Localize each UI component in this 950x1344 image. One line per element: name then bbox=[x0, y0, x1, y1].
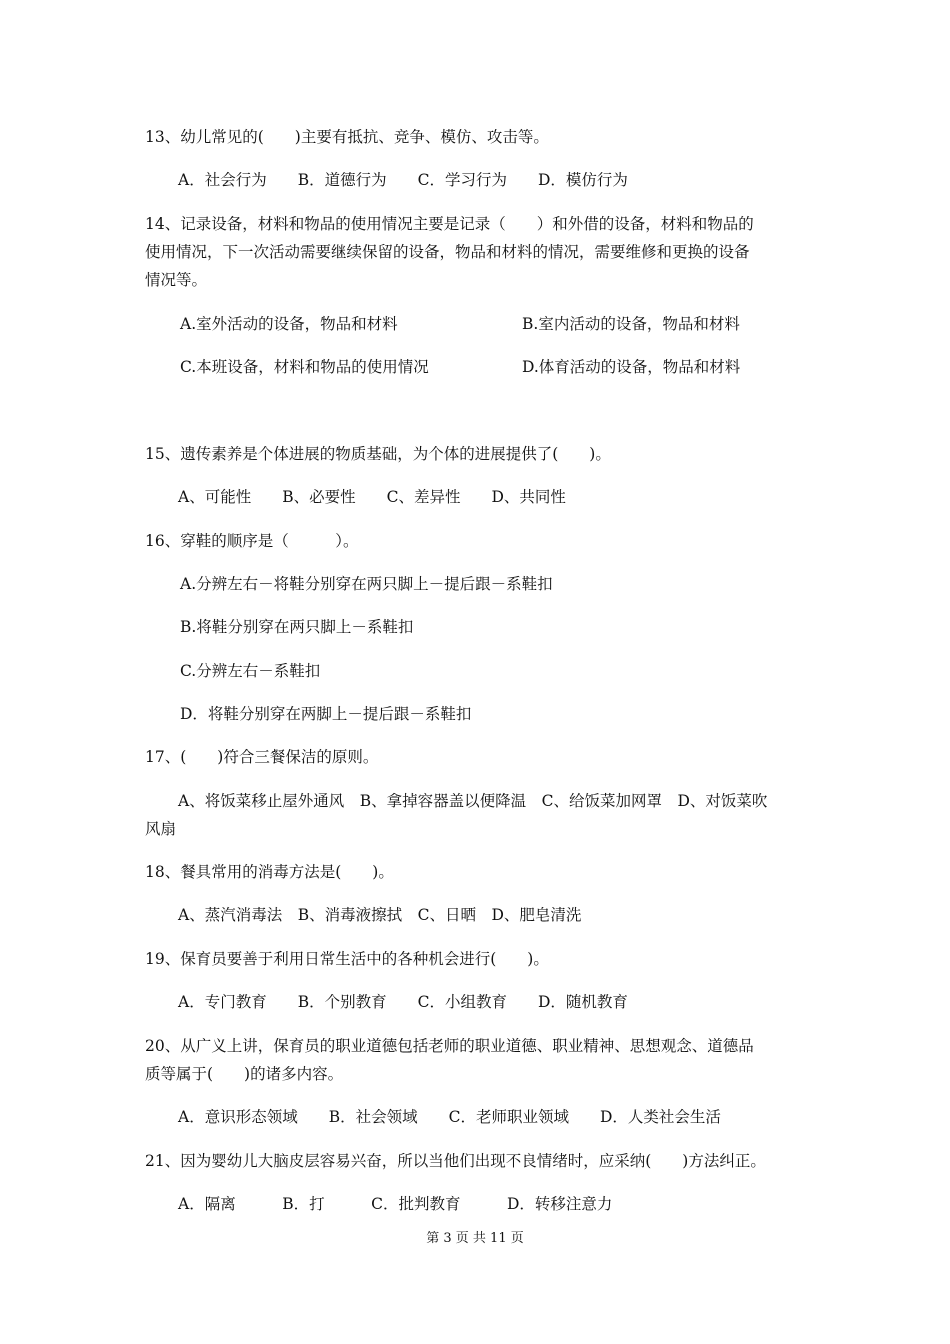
question-19-text: 19、保育员要善于利用日常生活中的各种机会进行( )。 bbox=[145, 950, 549, 968]
question-14-option-b: B.室内活动的设备，物品和材料 bbox=[522, 315, 740, 333]
question-17-options-line2: 风扇 bbox=[145, 820, 177, 838]
page-footer: 第 3 页 共 11 页 bbox=[426, 1231, 524, 1246]
question-14-option-c: C.本班设备，材料和物品的使用情况 bbox=[180, 358, 429, 376]
question-16-option-c: C.分辨左右－系鞋扣 bbox=[180, 662, 321, 680]
question-14-text-line2: 使用情况，下一次活动需要继续保留的设备，物品和材料的情况，需要维修和更换的设备 bbox=[145, 243, 750, 261]
question-20-options: A．意识形态领域 B．社会领域 C．老师职业领域 D．人类社会生活 bbox=[178, 1108, 721, 1126]
question-13-options: A．社会行为 B．道德行为 C．学习行为 D．模仿行为 bbox=[178, 171, 628, 189]
question-16-option-b: B.将鞋分别穿在两只脚上－系鞋扣 bbox=[180, 618, 414, 636]
question-14-text-line3: 情况等。 bbox=[145, 271, 208, 289]
question-21-text: 21、因为婴幼儿大脑皮层容易兴奋，所以当他们出现不良情绪时，应采纳( )方法纠正。 bbox=[145, 1152, 766, 1170]
question-14-option-d: D.体育活动的设备，物品和材料 bbox=[522, 358, 741, 376]
question-17-text: 17、( )符合三餐保洁的原则。 bbox=[145, 748, 379, 766]
question-17-options-line1: A、将饭菜移止屋外通风 B、拿掉容器盖以便降温 C、给饭菜加网罩 D、对饭菜吹 bbox=[178, 792, 768, 810]
question-13-text: 13、幼儿常见的( )主要有抵抗、竞争、模仿、攻击等。 bbox=[145, 128, 549, 146]
question-16-text: 16、穿鞋的顺序是（ ）。 bbox=[145, 532, 359, 550]
question-19-options: A．专门教育 B．个别教育 C．小组教育 D．随机教育 bbox=[178, 993, 628, 1011]
question-20-text-line1: 20、从广义上讲，保育员的职业道德包括老师的职业道德、职业精神、思想观念、道德品 bbox=[145, 1037, 754, 1055]
question-14-text-line1: 14、记录设备，材料和物品的使用情况主要是记录（ ）和外借的设备，材料和物品的 bbox=[145, 215, 754, 233]
question-18-options: A、蒸汽消毒法 B、消毒液擦拭 C、日晒 D、肥皂清洗 bbox=[178, 906, 582, 924]
question-16-option-d: D．将鞋分别穿在两脚上－提后跟－系鞋扣 bbox=[180, 705, 472, 723]
question-14-option-a: A.室外活动的设备，物品和材料 bbox=[180, 315, 398, 333]
question-15-options: A、可能性 B、必要性 C、差异性 D、共同性 bbox=[178, 488, 566, 506]
question-16-option-a: A.分辨左右－将鞋分别穿在两只脚上－提后跟－系鞋扣 bbox=[180, 575, 553, 593]
question-18-text: 18、餐具常用的消毒方法是( )。 bbox=[145, 863, 394, 881]
question-15-text: 15、遗传素养是个体进展的物质基础，为个体的进展提供了( )。 bbox=[145, 445, 611, 463]
question-20-text-line2: 质等属于( )的诸多内容。 bbox=[145, 1065, 344, 1083]
question-21-options: A．隔离 B．打 C．批判教育 D．转移注意力 bbox=[178, 1195, 613, 1213]
